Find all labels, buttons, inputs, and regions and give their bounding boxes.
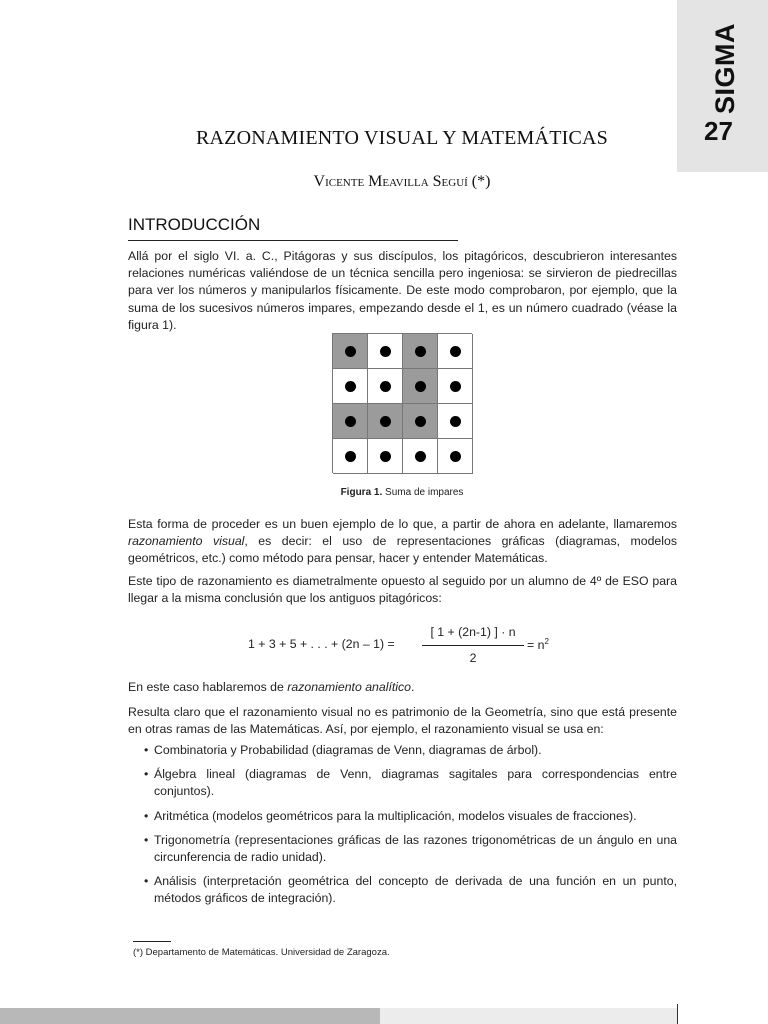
grid-cell (403, 334, 438, 369)
list-item: • Aritmética (modelos geométricos para la multiplicación, modelos visuales de fracciones). (144, 808, 677, 825)
grid-cell (368, 439, 403, 474)
grid-cell (368, 404, 403, 439)
figure-odd-sum-grid (332, 333, 472, 473)
grid-cell (438, 439, 473, 474)
grid-cell (333, 369, 368, 404)
pebble-dot (345, 381, 356, 392)
pebble-dot (450, 451, 461, 462)
grid-cell (333, 439, 368, 474)
pebble-dot (450, 381, 461, 392)
paragraph-analytic: En este caso hablaremos de razonamiento analítico. (128, 680, 415, 694)
pebble-dot (345, 451, 356, 462)
footnote: (*) Departamento de Matemáticas. Universidad de Zaragoza. (133, 947, 390, 958)
pebble-dot (415, 346, 426, 357)
article-title: RAZONAMIENTO VISUAL Y MATEMÁTICAS (196, 127, 608, 149)
figure-caption (128, 487, 676, 498)
grid-cell (333, 334, 368, 369)
grid-cell (333, 404, 368, 439)
paragraph-branches: Resulta claro que el razonamiento visual no es patrimonio de la Geometría, sino que está presente en otras ramas de las Matemáticas. Así, por ejemplo, el razonamiento visual se usa en: (128, 705, 677, 737)
grid-cell (438, 369, 473, 404)
journal-name: SIGMA (709, 22, 740, 114)
caption-label: Figura 1. (340, 487, 383, 498)
paragraph-visual-reasoning: Esta forma de proceder es un buen ejemplo de lo que, a partir de ahora en adelante, llamaremos razonamiento visual, es decir: el uso de representaciones gráficas (diagramas, modelos geométricos, etc.) como método para pensar, hacer y entender Matemáticas. (128, 517, 677, 566)
footer-divider (677, 1004, 678, 1024)
section-heading: INTRODUCCIÓN (128, 215, 261, 234)
footnote-rule (133, 941, 171, 942)
list-item: • Álgebra lineal (diagramas de Venn, diagramas sagitales para correspondencias entre conjuntos). (144, 766, 677, 800)
grid-cell (403, 369, 438, 404)
pebble-dot (345, 346, 356, 357)
pebble-dot (450, 346, 461, 357)
pebble-dot (380, 381, 391, 392)
pebble-dot (415, 381, 426, 392)
grid-cell (403, 439, 438, 474)
paragraph-intro: Allá por el siglo VI. a. C., Pitágoras y sus discípulos, los pitagóricos, descubrieron interesantes relaciones numéricas valiéndose de un técnica sencilla pero ingeniosa: se sirvieron de piedrecillas para ver los números y manipularlos físicamente. De este modo comprobaron, por ejemplo, que la suma de los sucesivos números impares, empezando desde el 1, es un número cuadrado (véase la figura 1). (128, 249, 677, 332)
pebble-dot (380, 451, 391, 462)
grid-cell (368, 334, 403, 369)
grid-cell (368, 369, 403, 404)
term-analytic-reasoning: razonamiento analítico (287, 680, 412, 694)
fraction-bar (422, 645, 524, 646)
pebble-dot (345, 416, 356, 427)
article-author: Vicente Meavilla Seguí (*) (313, 173, 491, 190)
issue-number: 27 (704, 116, 733, 146)
paragraph-student: Este tipo de razonamiento es diametralmente opuesto al seguido por un alumno de 4º de ESO para llegar a la misma conclusión que los antiguos pitagóricos: (128, 574, 677, 606)
list-item: • Combinatoria y Probabilidad (diagramas de Venn, diagramas de árbol). (144, 742, 677, 759)
grid-cell (438, 334, 473, 369)
pebble-dot (415, 416, 426, 427)
formula-rhs: = $n^2$ (527, 637, 549, 653)
list-item: • Trigonometría (representaciones gráficas de las razones trigonométricas de un ángulo en una circunferencia de radio unidad). (144, 832, 677, 866)
caption-text: Suma de impares (382, 487, 464, 498)
term-visual-reasoning: razonamiento visual (128, 534, 245, 549)
pebble-dot (380, 416, 391, 427)
grid-cell (403, 404, 438, 439)
pebble-dot (415, 451, 426, 462)
grid-cell (438, 404, 473, 439)
pebble-dot (380, 346, 391, 357)
footer-bar-light (380, 1008, 678, 1024)
formula-denominator: 2 (469, 651, 477, 665)
formula-fraction (422, 624, 524, 666)
footer-bar (0, 1008, 380, 1024)
formula-numerator: [ 1 + (2n-1) ] · n (430, 625, 516, 639)
heading-underline (128, 240, 458, 241)
formula-lhs: 1 + 3 + 5 + . . . + (2n – 1) = (248, 637, 395, 651)
branches-list (144, 742, 677, 908)
list-item: • Análisis (interpretación geométrica del concepto de derivada de una función en un punto, métodos gráficos de integración). (144, 873, 677, 907)
pebble-dot (450, 416, 461, 427)
